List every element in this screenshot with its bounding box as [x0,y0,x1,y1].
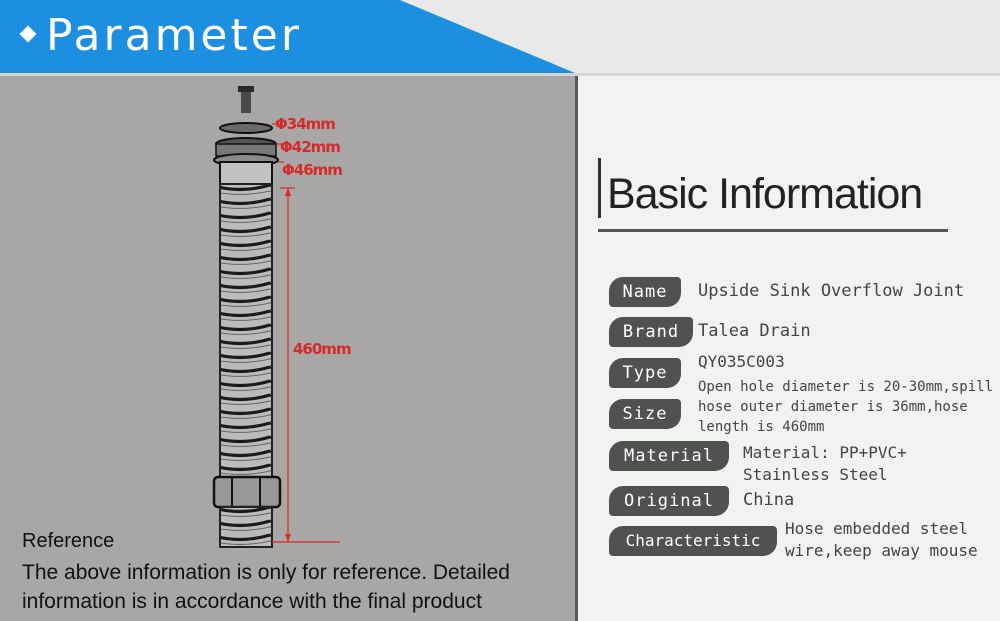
header-title-text: Parameter [46,10,302,61]
length-label: 460mm [293,340,351,358]
value-original: China [743,490,795,510]
label-brand: Brand [609,317,693,347]
dimension-lines [272,124,340,542]
header-title [18,6,302,66]
value-brand: Talea Drain [698,321,811,341]
nut-shape [214,477,280,507]
basic-info-title: Basic Information [607,170,923,218]
screw-shape [241,89,251,113]
label-characteristic: Characteristic [609,526,777,556]
diamond-icon [20,26,37,43]
value-name: Upside Sink Overflow Joint [698,281,965,301]
hose-shape [220,184,272,479]
value-material: Material: PP+PVC+ Stainless Steel [743,443,907,484]
value-type: QY035C003 [698,352,785,371]
label-type: Type [609,358,681,388]
diameter-label-46: Φ46mm [282,161,342,179]
title-underline [598,229,948,232]
reference-text: The above information is only for reference. Detailed information is in accordance with the final product [22,561,510,613]
label-original: Original [609,486,729,516]
diameter-label-42: Φ42mm [280,138,340,156]
diameter-label-34: Φ34mm [275,115,335,133]
value-size: Open hole diameter is 20-30mm,spill hose outer diameter is 36mm,hose length is 460mm [698,379,994,435]
title-accent-bar [598,158,601,218]
label-name: Name [609,277,681,307]
reference-title: Reference [22,530,115,552]
label-size: Size [609,399,681,429]
label-material: Material [609,441,729,471]
value-characteristic: Hose embedded steel wire,keep away mouse [785,519,978,560]
